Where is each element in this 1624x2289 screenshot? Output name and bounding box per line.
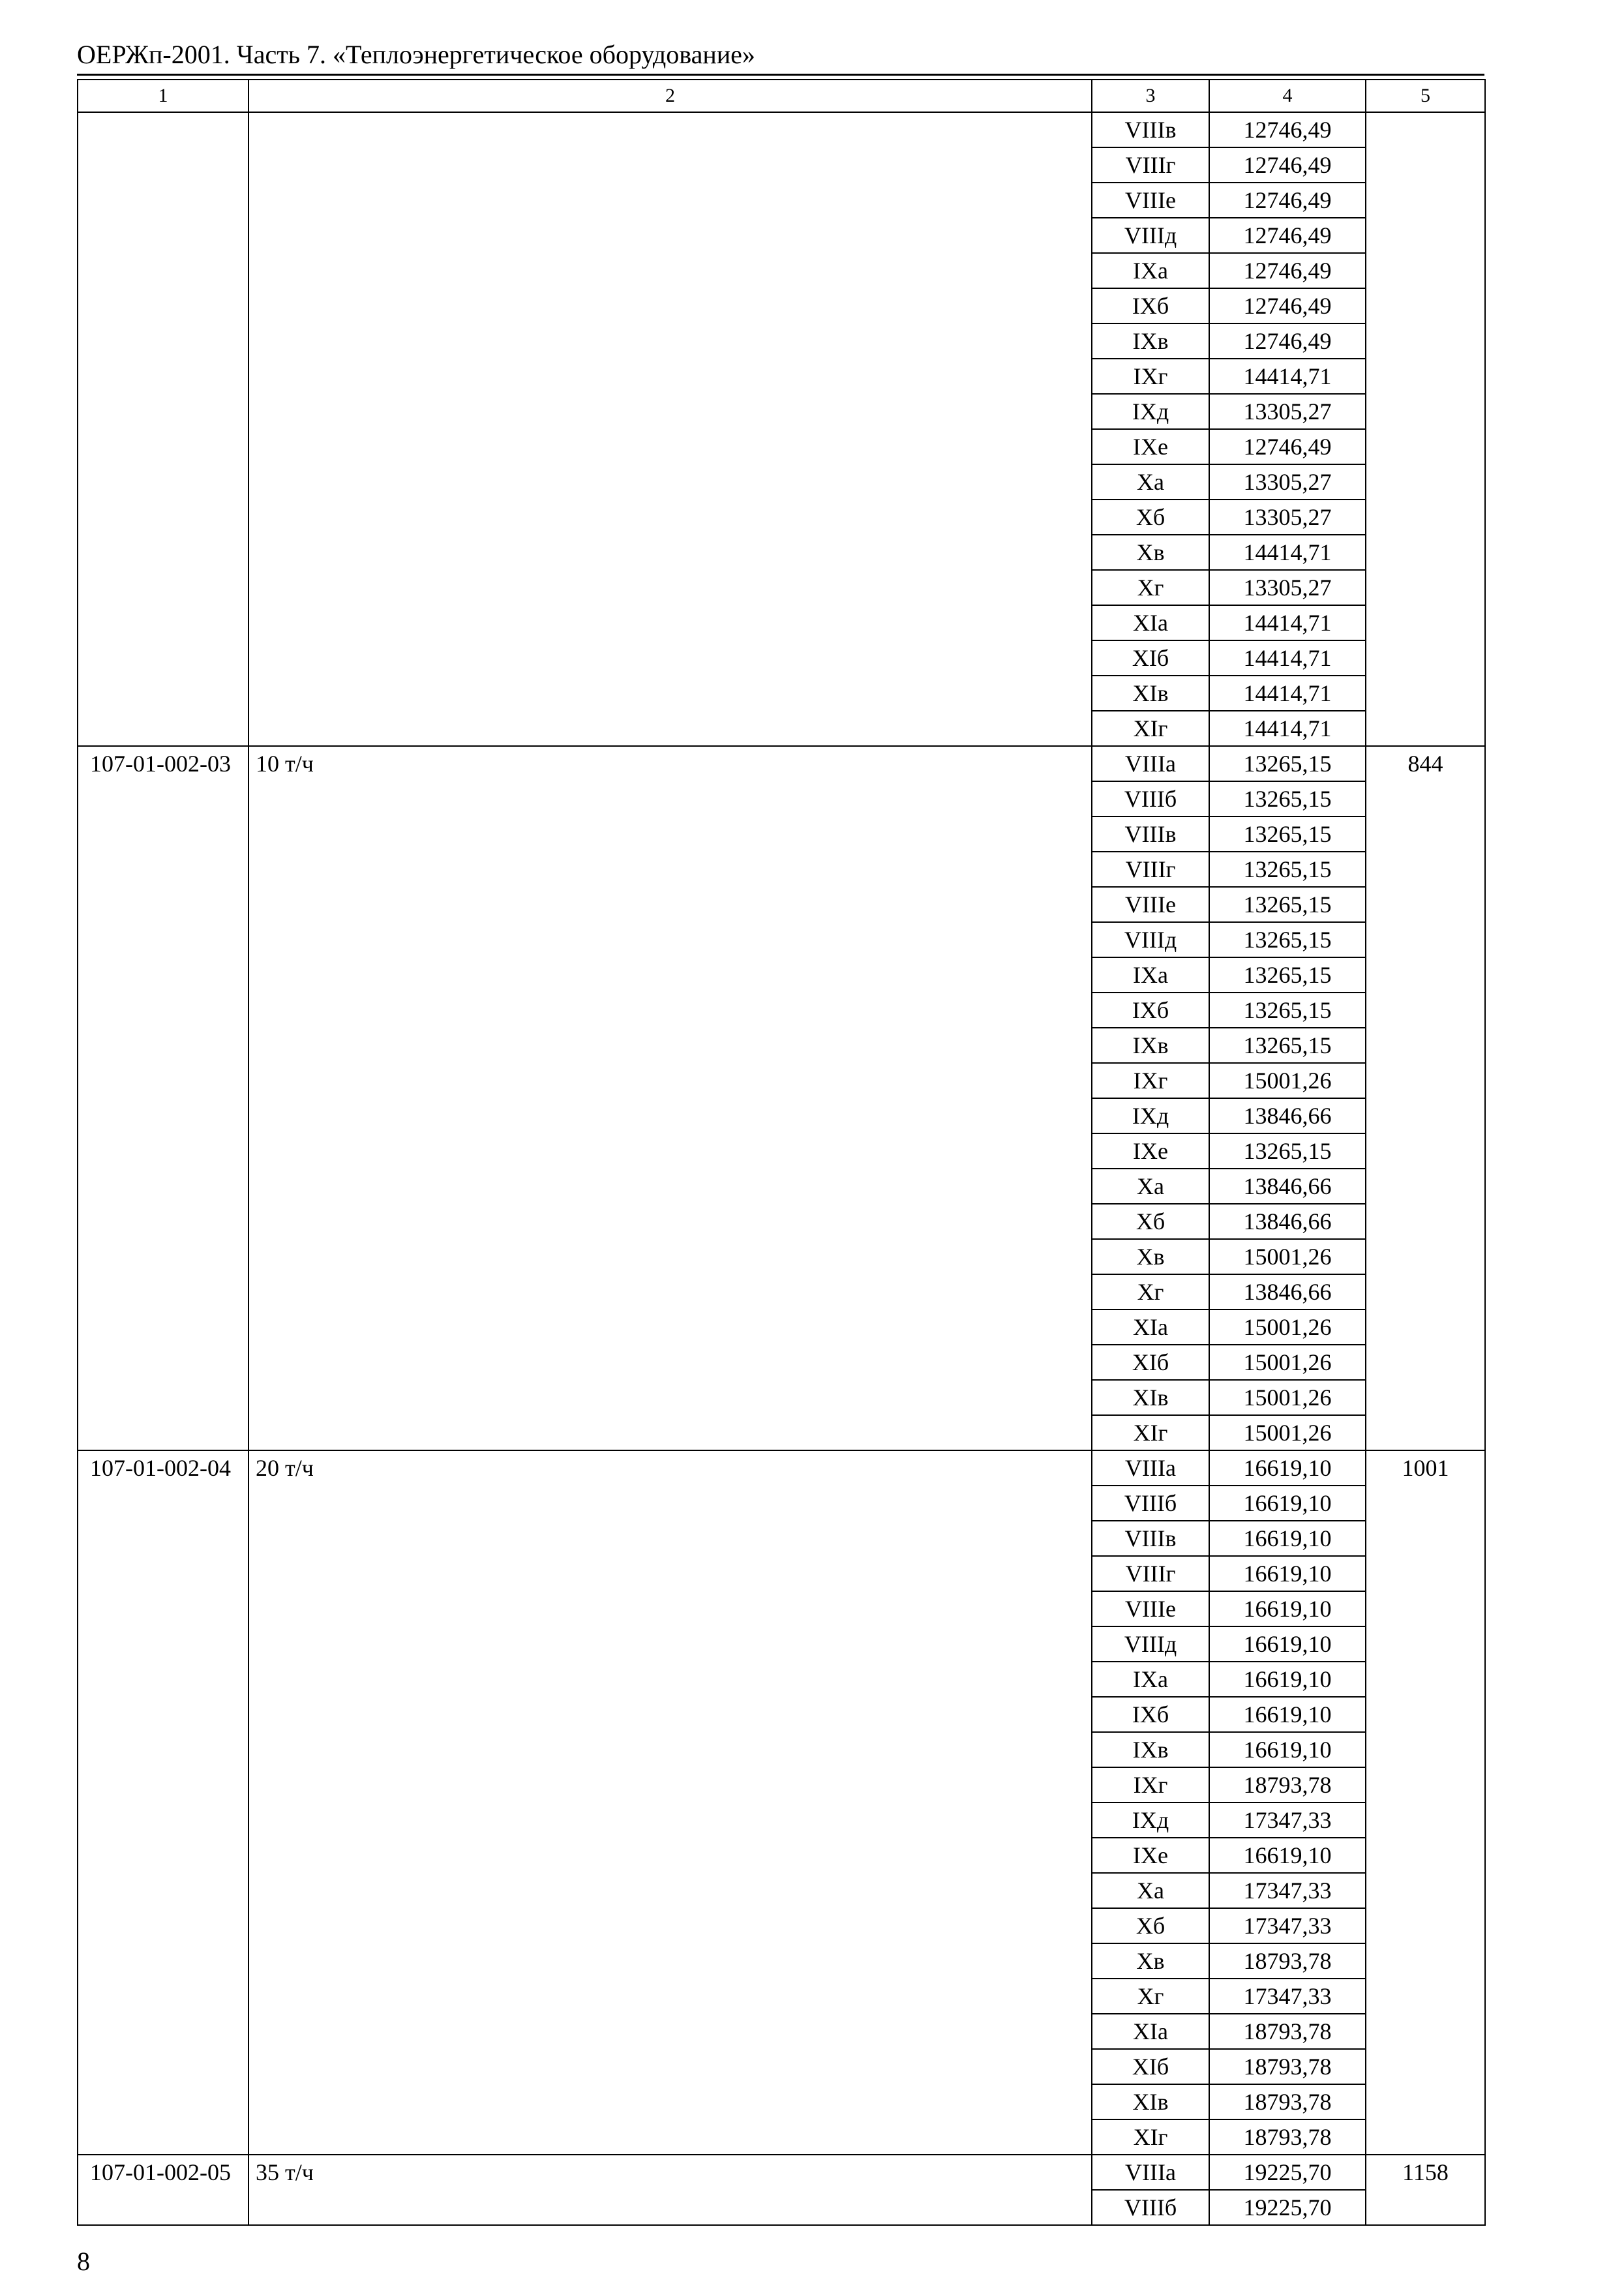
rate-value: 18793,78 bbox=[1209, 1943, 1366, 1979]
region-class: IXб bbox=[1092, 288, 1209, 323]
region-class: Xг bbox=[1092, 570, 1209, 605]
rate-value: 13265,15 bbox=[1209, 1028, 1366, 1063]
column-number-4: 4 bbox=[1209, 80, 1366, 112]
region-class: VIIIг bbox=[1092, 147, 1209, 183]
region-class: VIIIа bbox=[1092, 746, 1209, 781]
region-class: XIг bbox=[1092, 2119, 1209, 2155]
region-class: Xг bbox=[1092, 1979, 1209, 2014]
rate-value: 16619,10 bbox=[1209, 1697, 1366, 1732]
region-class: VIIIа bbox=[1092, 1450, 1209, 1486]
rate-value: 12746,49 bbox=[1209, 112, 1366, 147]
region-class: IXг bbox=[1092, 359, 1209, 394]
region-class: Xг bbox=[1092, 1274, 1209, 1309]
rate-value: 16619,10 bbox=[1209, 1838, 1366, 1873]
rate-value: 13305,27 bbox=[1209, 500, 1366, 535]
region-class: VIIIг bbox=[1092, 1556, 1209, 1591]
region-class: Xв bbox=[1092, 1239, 1209, 1274]
rate-value: 18793,78 bbox=[1209, 2119, 1366, 2155]
column-number-5: 5 bbox=[1366, 80, 1485, 112]
rate-value: 16619,10 bbox=[1209, 1662, 1366, 1697]
region-class: IXг bbox=[1092, 1063, 1209, 1098]
region-class: IXд bbox=[1092, 1803, 1209, 1838]
table-row bbox=[78, 2155, 1485, 2190]
region-class: IXе bbox=[1092, 1133, 1209, 1169]
rate-value: 13305,27 bbox=[1209, 570, 1366, 605]
item-name bbox=[248, 112, 1092, 746]
region-class: VIIIе bbox=[1092, 1591, 1209, 1626]
rate-value: 13305,27 bbox=[1209, 394, 1366, 429]
rate-value: 13265,15 bbox=[1209, 781, 1366, 816]
region-class: IXг bbox=[1092, 1767, 1209, 1803]
rate-value: 16619,10 bbox=[1209, 1486, 1366, 1521]
region-class: IXе bbox=[1092, 1838, 1209, 1873]
rate-value: 12746,49 bbox=[1209, 288, 1366, 323]
column-5-value: 1158 bbox=[1366, 2155, 1485, 2225]
rate-value: 18793,78 bbox=[1209, 2014, 1366, 2049]
region-class: XIв bbox=[1092, 676, 1209, 711]
rate-value: 14414,71 bbox=[1209, 535, 1366, 570]
region-class: XIа bbox=[1092, 1309, 1209, 1345]
rate-value: 18793,78 bbox=[1209, 2084, 1366, 2119]
region-class: IXа bbox=[1092, 1662, 1209, 1697]
rate-value: 13265,15 bbox=[1209, 922, 1366, 957]
header-rule bbox=[77, 74, 1484, 76]
region-class: IXа bbox=[1092, 957, 1209, 993]
region-class: Xа bbox=[1092, 464, 1209, 500]
rate-value: 13265,15 bbox=[1209, 746, 1366, 781]
rate-value: 13846,66 bbox=[1209, 1204, 1366, 1239]
region-class: VIIIд bbox=[1092, 218, 1209, 253]
region-class: IXв bbox=[1092, 323, 1209, 359]
rate-value: 13846,66 bbox=[1209, 1098, 1366, 1133]
column-5-value: 844 bbox=[1366, 746, 1485, 1450]
region-class: Xб bbox=[1092, 1908, 1209, 1943]
region-class: Xб bbox=[1092, 1204, 1209, 1239]
region-class: Xв bbox=[1092, 535, 1209, 570]
region-class: IXв bbox=[1092, 1732, 1209, 1767]
rate-value: 14414,71 bbox=[1209, 640, 1366, 676]
region-class: IXб bbox=[1092, 993, 1209, 1028]
rate-value: 16619,10 bbox=[1209, 1521, 1366, 1556]
item-code: 107-01-002-05 bbox=[78, 2155, 248, 2225]
rate-value: 13265,15 bbox=[1209, 852, 1366, 887]
rate-value: 16619,10 bbox=[1209, 1591, 1366, 1626]
region-class: XIб bbox=[1092, 2049, 1209, 2084]
rate-value: 13265,15 bbox=[1209, 816, 1366, 852]
rate-value: 13265,15 bbox=[1209, 957, 1366, 993]
rate-value: 18793,78 bbox=[1209, 1767, 1366, 1803]
item-code: 107-01-002-03 bbox=[78, 746, 248, 1450]
rate-value: 15001,26 bbox=[1209, 1380, 1366, 1415]
rate-value: 16619,10 bbox=[1209, 1626, 1366, 1662]
region-class: XIг bbox=[1092, 1415, 1209, 1450]
column-number-row bbox=[78, 80, 1485, 112]
rate-value: 17347,33 bbox=[1209, 1979, 1366, 2014]
rate-value: 12746,49 bbox=[1209, 218, 1366, 253]
rate-value: 15001,26 bbox=[1209, 1063, 1366, 1098]
rate-value: 13265,15 bbox=[1209, 887, 1366, 922]
region-class: VIIIд bbox=[1092, 922, 1209, 957]
rate-value: 12746,49 bbox=[1209, 323, 1366, 359]
region-class: XIа bbox=[1092, 2014, 1209, 2049]
rate-value: 12746,49 bbox=[1209, 183, 1366, 218]
table-row bbox=[78, 746, 1485, 781]
region-class: Xа bbox=[1092, 1873, 1209, 1908]
rate-value: 12746,49 bbox=[1209, 147, 1366, 183]
region-class: IXв bbox=[1092, 1028, 1209, 1063]
rate-value: 17347,33 bbox=[1209, 1908, 1366, 1943]
rate-value: 15001,26 bbox=[1209, 1415, 1366, 1450]
region-class: XIг bbox=[1092, 711, 1209, 746]
rate-value: 16619,10 bbox=[1209, 1450, 1366, 1486]
region-class: Xб bbox=[1092, 500, 1209, 535]
rate-value: 14414,71 bbox=[1209, 359, 1366, 394]
item-code: 107-01-002-04 bbox=[78, 1450, 248, 2155]
rates-table bbox=[77, 79, 1486, 2226]
region-class: IXд bbox=[1092, 394, 1209, 429]
column-5-value bbox=[1366, 112, 1485, 746]
item-name: 20 т/ч bbox=[248, 1450, 1092, 2155]
rate-value: 16619,10 bbox=[1209, 1556, 1366, 1591]
region-class: Xа bbox=[1092, 1169, 1209, 1204]
region-class: IXд bbox=[1092, 1098, 1209, 1133]
rate-value: 12746,49 bbox=[1209, 429, 1366, 464]
item-name: 35 т/ч bbox=[248, 2155, 1092, 2225]
region-class: IXб bbox=[1092, 1697, 1209, 1732]
region-class: VIIIе bbox=[1092, 887, 1209, 922]
rate-value: 15001,26 bbox=[1209, 1239, 1366, 1274]
region-class: Xв bbox=[1092, 1943, 1209, 1979]
region-class: VIIIг bbox=[1092, 852, 1209, 887]
region-class: XIв bbox=[1092, 1380, 1209, 1415]
item-name: 10 т/ч bbox=[248, 746, 1092, 1450]
region-class: VIIIв bbox=[1092, 816, 1209, 852]
page-number: 8 bbox=[77, 2247, 90, 2276]
column-number-2: 2 bbox=[248, 80, 1092, 112]
region-class: VIIIа bbox=[1092, 2155, 1209, 2190]
rate-value: 17347,33 bbox=[1209, 1873, 1366, 1908]
column-number-1: 1 bbox=[78, 80, 248, 112]
item-code bbox=[78, 112, 248, 746]
column-number-3: 3 bbox=[1092, 80, 1209, 112]
rate-value: 13265,15 bbox=[1209, 993, 1366, 1028]
rate-value: 13265,15 bbox=[1209, 1133, 1366, 1169]
rate-value: 19225,70 bbox=[1209, 2155, 1366, 2190]
region-class: VIIIв bbox=[1092, 112, 1209, 147]
rate-value: 14414,71 bbox=[1209, 605, 1366, 640]
rate-value: 14414,71 bbox=[1209, 676, 1366, 711]
rates-table-body bbox=[78, 80, 1485, 2225]
rate-value: 14414,71 bbox=[1209, 711, 1366, 746]
table-row bbox=[78, 112, 1485, 147]
page-header: ОЕРЖп-2001. Часть 7. «Теплоэнергетическое оборудование» bbox=[77, 40, 755, 69]
region-class: XIб bbox=[1092, 640, 1209, 676]
region-class: IXа bbox=[1092, 253, 1209, 288]
column-5-value: 1001 bbox=[1366, 1450, 1485, 2155]
rate-value: 13846,66 bbox=[1209, 1274, 1366, 1309]
region-class: VIIIе bbox=[1092, 183, 1209, 218]
region-class: XIв bbox=[1092, 2084, 1209, 2119]
table-row bbox=[78, 1450, 1485, 1486]
region-class: VIIIб bbox=[1092, 781, 1209, 816]
region-class: XIа bbox=[1092, 605, 1209, 640]
rate-value: 16619,10 bbox=[1209, 1732, 1366, 1767]
rate-value: 18793,78 bbox=[1209, 2049, 1366, 2084]
rate-value: 15001,26 bbox=[1209, 1345, 1366, 1380]
region-class: VIIIб bbox=[1092, 1486, 1209, 1521]
rate-value: 13305,27 bbox=[1209, 464, 1366, 500]
region-class: XIб bbox=[1092, 1345, 1209, 1380]
rate-value: 13846,66 bbox=[1209, 1169, 1366, 1204]
region-class: VIIIб bbox=[1092, 2190, 1209, 2225]
rate-value: 15001,26 bbox=[1209, 1309, 1366, 1345]
rate-value: 12746,49 bbox=[1209, 253, 1366, 288]
rate-value: 19225,70 bbox=[1209, 2190, 1366, 2225]
region-class: IXе bbox=[1092, 429, 1209, 464]
region-class: VIIIв bbox=[1092, 1521, 1209, 1556]
rate-value: 17347,33 bbox=[1209, 1803, 1366, 1838]
region-class: VIIIд bbox=[1092, 1626, 1209, 1662]
